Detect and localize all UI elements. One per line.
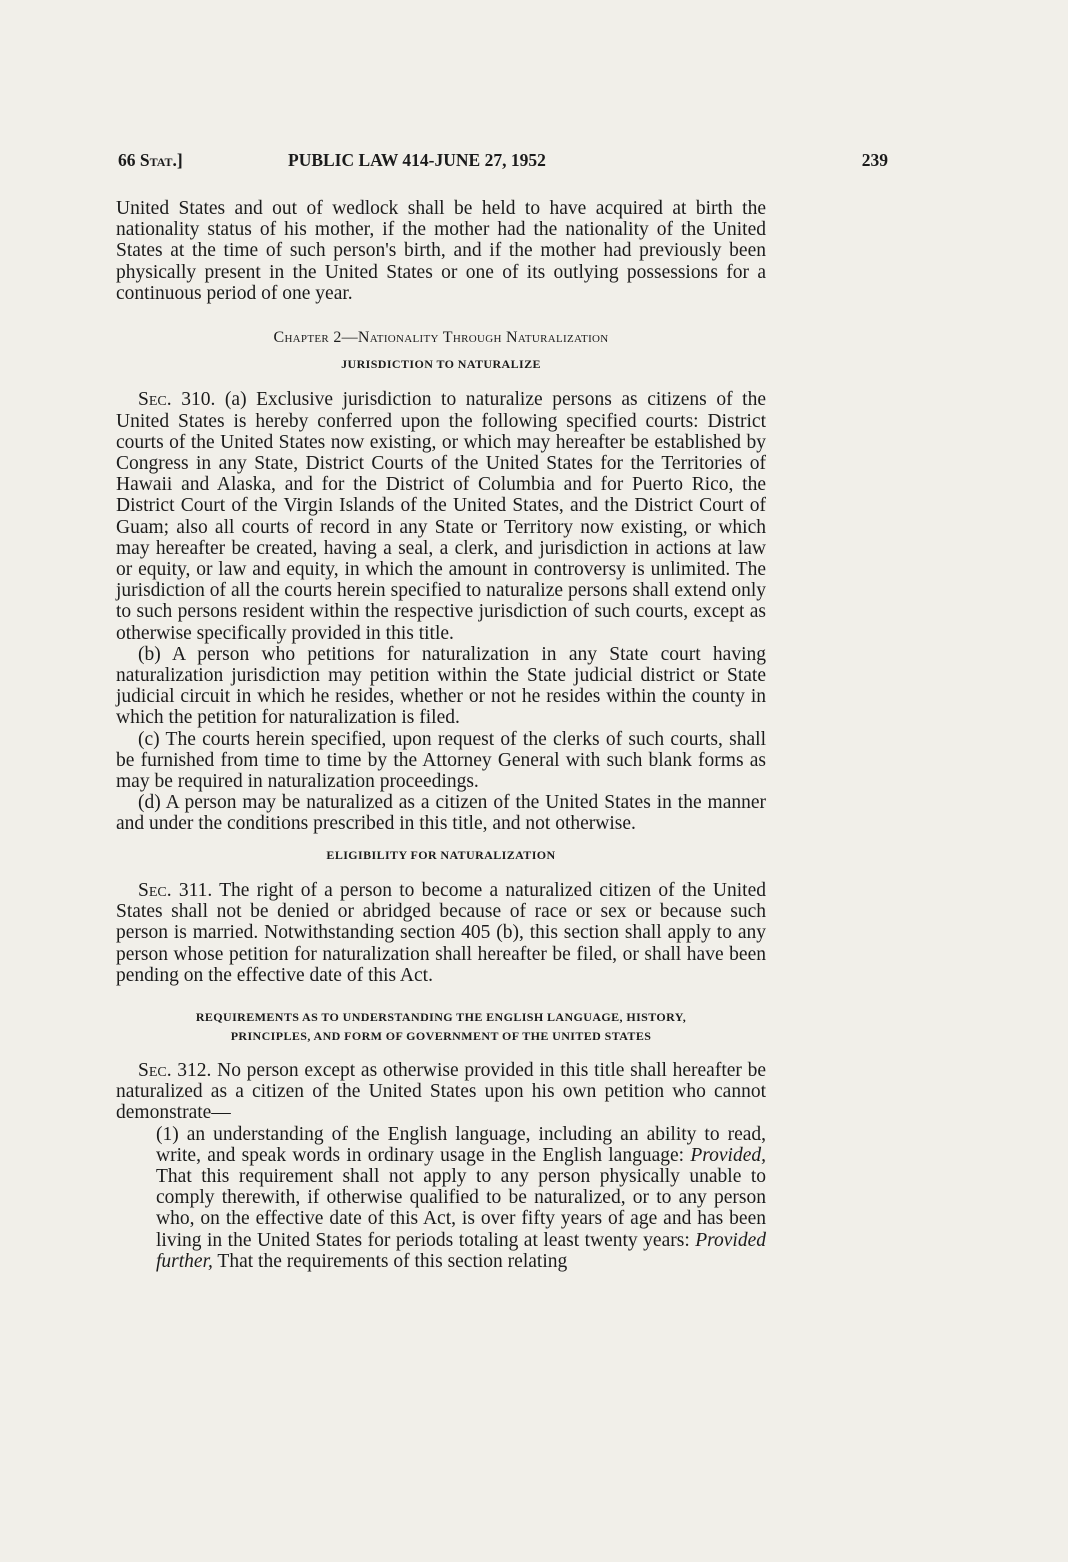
proviso-term: Provided, [690,1144,766,1166]
section-label: Sec. 312. [138,1059,212,1081]
heading-line: PRINCIPLES, AND FORM OF GOVERNMENT OF THE UNITED STATES [230,1028,652,1043]
page-number: 239 [861,150,888,170]
section-text: The right of a person to become a naturalized citizen of the United States shall not be denied or abridged because of race or sex or because such person is married. Notwithstanding section 405 (b), this section shall apply to any person whose petition for naturalization shall hereafter be filed, or shall have been pending on the effective date of this Act. [116,879,766,986]
proviso-term: Provided further, [156,1229,766,1272]
document-body [116,198,766,1272]
section-311 [116,880,766,986]
section-heading-jurisdiction: JURISDICTION TO NATURALIZE [341,357,541,372]
chapter-heading: Chapter 2—Nationality Through Naturalization [273,329,609,347]
clause-text: That the requirements of this section relating [217,1250,568,1272]
clause-text: That this requirement shall not apply to any person physically unable to comply therewith, if otherwise qualified to be naturalized, or to any person who, on the effective date of this Act, is over fifty years of age and has been living in the United States for periods totaling at least twenty years: [156,1165,766,1251]
section-310-a [116,389,766,643]
section-310-b: (b) A person who petitions for naturalization in any State court having naturalization jurisdiction may petition within the State judicial district or State judicial circuit in which he resides, whether or not he resides within the county in which the petition for naturalization is filed. [116,643,766,729]
statute-reference: 66 Stat.] [118,150,183,170]
clause-text: (1) an understanding of the English language, including an ability to read, write, and speak words in ordinary usage in the English language: [156,1123,766,1166]
section-312 [116,1060,766,1124]
section-label: Sec. 311. [138,879,213,901]
section-text: No person except as otherwise provided in this title shall hereafter be naturalized as a citizen of the United States upon his own petition who cannot demonstrate— [116,1059,766,1124]
section-text: (a) Exclusive jurisdiction to naturalize persons as citizens of the United States is hereby conferred upon the following specified courts: District courts of the United States now existing, or which may hereafter be established by Congress in any State, District Courts of the United States for the Territories of Hawaii and Alaska, and for the District of Columbia and for Puerto Rico, the District Court of the Virgin Islands of the United States, and the District Court of Guam; also all courts of record in any State or Territory now existing, or which may hereafter be created, having a seal, a clerk, and jurisdiction in actions at law or equity, or law and equity, in which the amount in controversy is unlimited. The jurisdiction of all the courts herein specified to naturalize persons shall extend only to such persons resident within the respective jurisdiction of such courts, except as otherwise specifically provided in this title. [116,389,767,644]
page-title: PUBLIC LAW 414-JUNE 27, 1952 [288,150,546,170]
section-310-d: (d) A person may be naturalized as a citizen of the United States in the manner and under the conditions prescribed in this title, and not otherwise. [116,792,766,835]
section-310-c: (c) The courts herein specified, upon request of the clerks of such courts, shall be furnished from time to time by the Attorney General with such blank forms as may be required in naturalization proceedings. [116,728,766,793]
heading-line: REQUIREMENTS AS TO UNDERSTANDING THE ENGLISH LANGUAGE, HISTORY, [195,1009,687,1024]
section-heading-eligibility: ELIGIBILITY FOR NATURALIZATION [326,847,556,862]
running-header [118,150,888,176]
paragraph-continuation: United States and out of wedlock shall be held to have acquired at birth the nationality status of his mother, if the mother had the nationality of the United States at the time of such person's birth, and if the mother had previously been physically present in the United States or one of its outlying possessions for a continuous period of one year. [116,198,766,304]
section-label: Sec. 310. [138,389,216,411]
section-312-clause-1 [156,1124,766,1272]
section-heading-requirements [116,1008,766,1046]
